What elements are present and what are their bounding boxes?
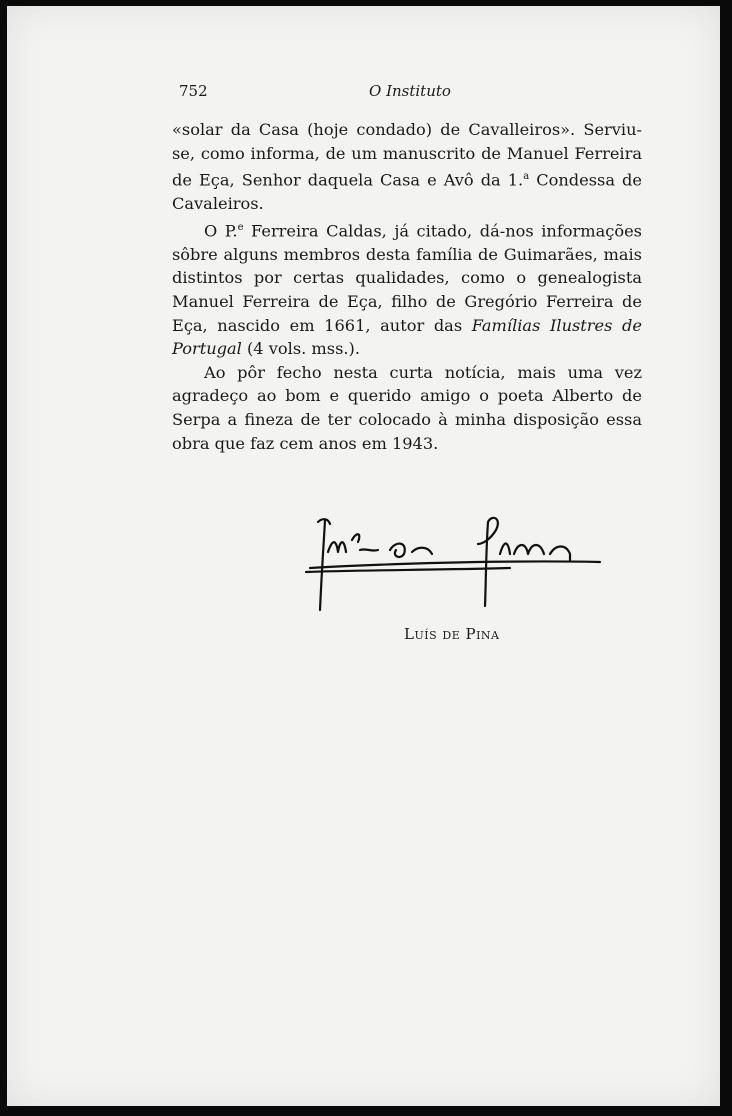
page-header — [179, 82, 649, 104]
paragraph-2-text-c: (4 vols. mss.). — [241, 339, 360, 359]
paragraph-2-text-b: Ferreira Caldas, já citado, dá-nos informações sôbre alguns membros desta família de Guimarães, mais distintos por certas qualidades, como o genealogista Manuel Ferreira de Eça, filho de Gregório Ferreira de Eça, nascido em 1661, autor das — [172, 221, 642, 335]
paragraph-1-sup: a — [523, 171, 530, 183]
page-number: 752 — [179, 82, 208, 100]
paragraph-1-text-b: Condessa de Cavaleiros. — [172, 170, 642, 214]
author-text: Luís de Pina — [404, 625, 500, 643]
running-title: O Instituto — [369, 82, 451, 100]
paragraph-1 — [172, 118, 642, 216]
author-name — [404, 625, 500, 643]
paragraph-2 — [172, 216, 642, 361]
paragraph-1-text-a: «solar da Casa (hoje condado) de Cavalleiros». Serviu-se, como informa, de um manuscrito de Manuel Ferreira de Eça, Senhor daquela Casa e Avô da 1. — [172, 120, 642, 190]
handwritten-signature — [300, 510, 610, 620]
paragraph-2-sup: e — [237, 221, 244, 233]
paragraph-2-text-a: O P. — [204, 221, 238, 241]
signature — [300, 510, 610, 620]
paragraph-3: Ao pôr fecho nesta curta notícia, mais uma vez agradeço ao bom e querido amigo o poeta Alberto de Serpa a fineza de ter colocado à minha disposição essa obra que faz cem anos em 1943. — [172, 362, 642, 453]
body-text — [172, 118, 642, 455]
book-title: Famílias Ilustres de Portugal — [172, 315, 642, 359]
